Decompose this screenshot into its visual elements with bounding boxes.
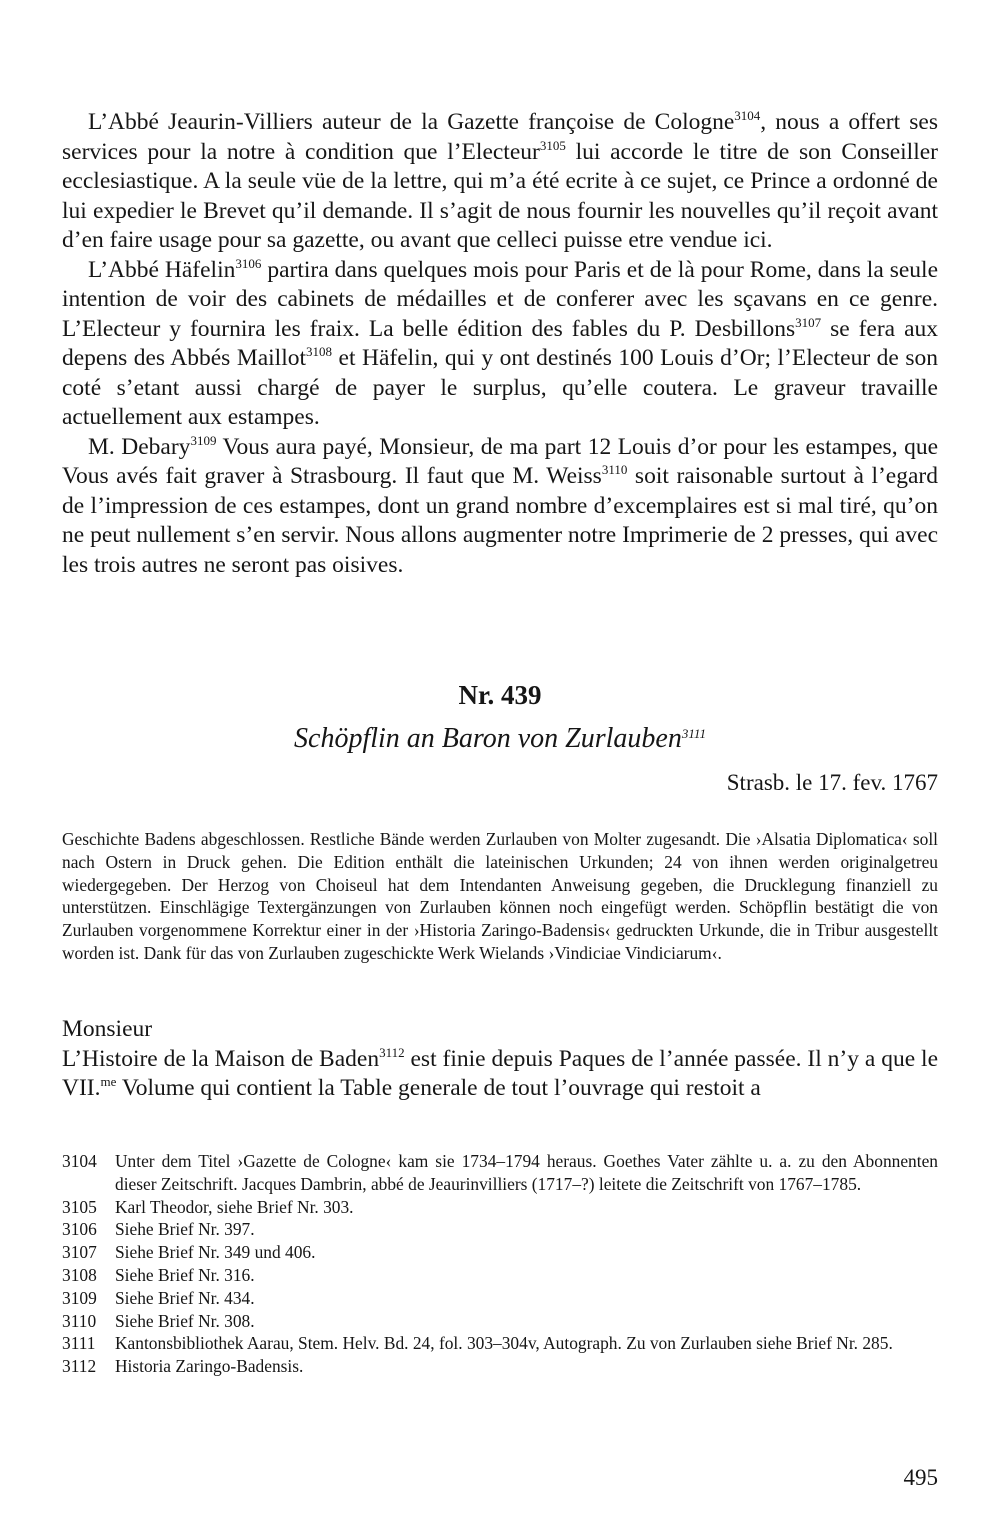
footnote-ref-3111[interactable]: 3111: [681, 726, 706, 741]
footnote-number: 3104: [62, 1151, 97, 1171]
letter-summary: Geschichte Badens abgeschlossen. Restliche Bände werden Zurlauben von Molter zugesandt. Die ›Alsatia Diplomatica‹ soll nach Ostern in Druck gehen. Die Edition enthält die lateinischen Urkunden; 24 von ihnen werden originalgetreu wiedergegeben. Der Herzog von Choiseul hat dem Intendanten Anweisung gegeben, die Drucklegung finanziell zu unterstützen. Einschlägige Textergänzungen von Zurlauben können noch eingefügt werden. Schöpflin bestätigt die von Zurlauben vorgenommene Korrektur einer in der ›Historia Zaringo-Badensis‹ gedruckten Urkunde, die in Tribur ausgestellt worden ist. Dank für das von Zurlauben zugeschickte Werk Wielands ›Vindiciae Vindiciarum‹.: [62, 829, 938, 963]
letter-opening: [62, 1015, 938, 1104]
footnote-number: 3105: [62, 1196, 97, 1217]
footnote-ref-3107[interactable]: 3107: [795, 314, 822, 330]
footnote-number: 3111: [62, 1333, 96, 1354]
footnote-text: Siehe Brief Nr. 434.: [115, 1287, 255, 1308]
footnote-text: Kantonsbibliothek Aarau, Stem. Helv. Bd. 24, fol. 303–304v, Autograph. Zu von Zurlauben siehe Brief Nr. 285.: [115, 1333, 893, 1354]
footnote: [62, 1355, 938, 1378]
footnote: [62, 1150, 938, 1196]
page-number: 495: [903, 1465, 938, 1490]
footnote-text: Karl Theodor, siehe Brief Nr. 303.: [115, 1196, 354, 1217]
footnote-text: Siehe Brief Nr. 397.: [115, 1219, 255, 1240]
paragraph-haefelin: L’Abbé Häfelin$^{3106}$ partira dans quelques mois pour Paris et de là pour Rome, dans la seule intention de voir des cabinets de médailles et de conferer avec les sçavans en ce genre. L’Electeur y fournira les fraix. La belle édition des fables du P. Desbillons$^{3107}$ se fera aux depens des Abbés Maillot$^{3108}$ et Häfelin, qui y ont destinés 100 Louis d’Or; l’Electeur de son coté s’etant aussi chargé de payer le surplus, qu’elle coutera. Le graveur travaille actuellement aux estampes.: [62, 255, 939, 430]
paragraph-debary: M. Debary$^{3109}$ Vous aura payé, Monsieur, de ma part 12 Louis d’or pour les estampes, que Vous avés fait graver à Strasbourg. Il faut que M. Weiss$^{3110}$ soit raisonable surtout à l’egard de l’impression de ces estampes, dont un grand nombre d’excemplaires est si mal tiré, qu’on ne peut nullement s’en servir. Nous allons augmenter notre Imprimerie de 2 presses, qui avec les trois autres ne seront pas oisives.: [62, 432, 938, 578]
footnote-number: 3110: [62, 1310, 97, 1331]
ordinal-superscript: me: [100, 1074, 117, 1089]
letter-first-paragraph: L’Histoire de la Maison de Baden$^{3112}$ est finie depuis Paques de l’année passée. Il n’y a que le VII.$^{me}$ Volume qui contient la Table generale de tout l’ouvrage qui restoit a: [62, 1044, 938, 1101]
footnote-text: Historia Zaringo-Badensis.: [115, 1356, 304, 1377]
salutation: Monsieur: [62, 1016, 153, 1042]
footnote-ref-3105[interactable]: 3105: [539, 137, 566, 153]
footnote-text: Siehe Brief Nr. 316.: [115, 1264, 255, 1285]
footnote-ref-3112[interactable]: 3112: [379, 1044, 405, 1060]
footnote-number: 3112: [62, 1356, 97, 1377]
footnote-text: Siehe Brief Nr. 308.: [115, 1310, 255, 1331]
continued-letter-text: [62, 108, 938, 580]
footnote-ref-3109[interactable]: 3109: [190, 432, 217, 448]
footnote: [62, 1241, 938, 1264]
footnote-ref-3104[interactable]: 3104: [734, 108, 761, 123]
footnote: [62, 1332, 938, 1355]
footnote-number: 3107: [62, 1242, 97, 1263]
footnote: [62, 1287, 938, 1310]
letter-date: Strasb. le 17. fev. 1767: [726, 770, 938, 795]
footnote-number: 3106: [62, 1219, 97, 1240]
footnote-text: Siehe Brief Nr. 349 und 406.: [115, 1242, 316, 1263]
footnote-number: 3109: [62, 1287, 97, 1308]
footnote: [62, 1264, 938, 1287]
footnote-text: Unter dem Titel ›Gazette de Cologne‹ kam sie 1734–1794 heraus. Goethes Vater zählte u. a. zu den Abonnenten dieser Zeitschrift. Jacques Dambrin, abbé de Jeaurinvilliers (1717–?) leitete die Zeitschrift von 1767–1785.: [115, 1151, 938, 1194]
footnote-ref-3108[interactable]: 3108: [306, 344, 333, 359]
footnote-ref-3110[interactable]: 3110: [601, 462, 628, 477]
footnote-number: 3108: [62, 1264, 97, 1285]
footnote: [62, 1310, 938, 1333]
paragraph-jeaurin-villiers: L’Abbé Jeaurin-Villiers auteur de la Gazette françoise de Cologne$^{3104}$, nous a offert ses services pour la notre à condition que l’Electeur$^{3105}$ lui accorde le titre de son Conseiller ecclesiastique. A la seule vüe de la lettre, qui m’a été ecrite à ce sujet, ce Prince a ordonné de lui expedier le Brevet qu’il demande. Il s’agit de nous fournir les nouvelles qu’il reçoit avant d’en faire usage pour sa gazette, ou avant que celleci puisse etre vendue ici.: [62, 108, 938, 253]
letter-title: Schöpflin an Baron von Zurlauben$^{3111}$: [294, 723, 706, 754]
letter-heading: [62, 680, 938, 755]
footnote: [62, 1196, 938, 1219]
footnote-ref-3106[interactable]: 3106: [235, 255, 262, 271]
letter-number: Nr. 439: [458, 680, 542, 710]
footnotes-section: [62, 1150, 938, 1378]
footnote: [62, 1218, 938, 1241]
